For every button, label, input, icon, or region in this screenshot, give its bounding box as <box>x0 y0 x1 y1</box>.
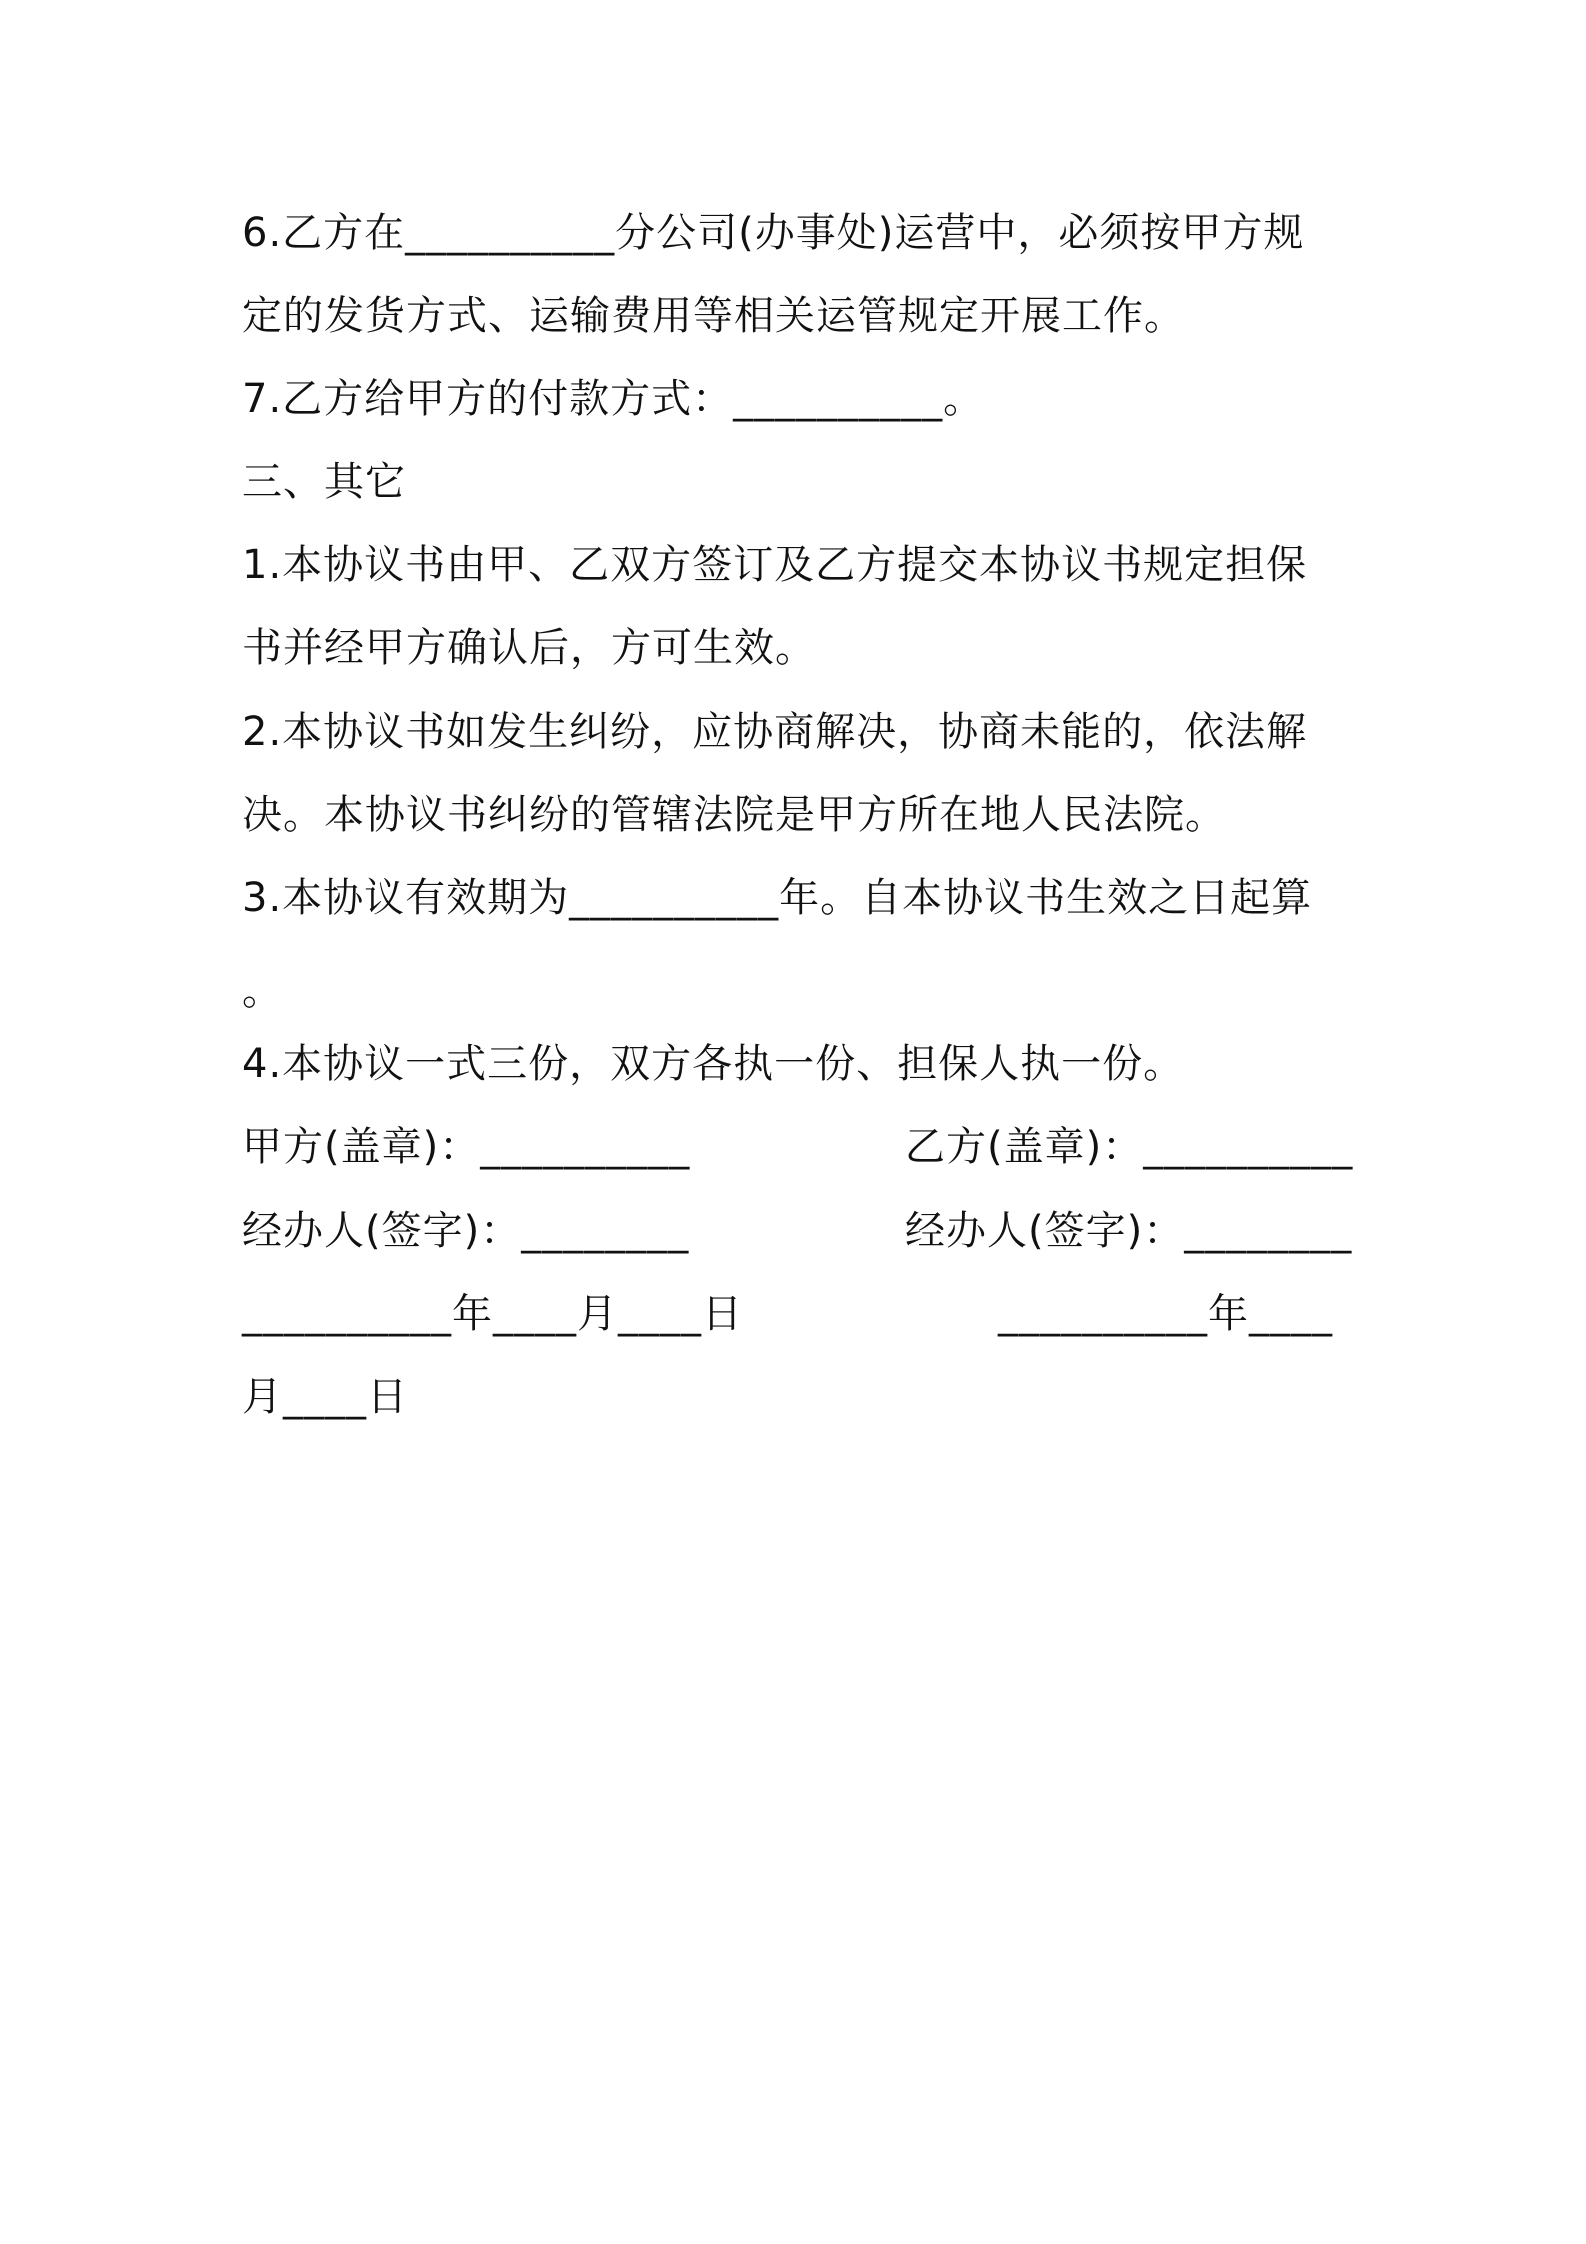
party-b-agent-signature: 经办人(签字)：________ <box>905 1208 1353 1254</box>
section-heading-other: 三、其它 <box>242 459 406 505</box>
clause-7: 7.乙方给甲方的付款方式：__________。 <box>242 376 985 422</box>
other-clause-1-line-2: 书并经甲方确认后，方可生效。 <box>242 625 816 671</box>
other-clause-1-line-1: 1.本协议书由甲、乙双方签订及乙方提交本协议书规定担保 <box>242 542 1308 588</box>
party-b-date-part-2: 月____日 <box>242 1374 408 1420</box>
party-a-date: __________年____月____日 <box>242 1291 743 1337</box>
other-clause-2-line-1: 2.本协议书如发生纠纷，应协商解决，协商未能的，依法解 <box>242 709 1308 755</box>
party-b-seal: 乙方(盖章)：__________ <box>905 1124 1354 1170</box>
other-clause-2-line-2: 决。本协议书纠纷的管辖法院是甲方所在地人民法院。 <box>242 792 1226 838</box>
clause-6-line-2: 定的发货方式、运输费用等相关运管规定开展工作。 <box>242 293 1185 339</box>
other-clause-3-line-1: 3.本协议有效期为__________年。自本协议书生效之日起算 <box>242 875 1313 921</box>
party-b-date-part-1: __________年____ <box>998 1291 1333 1337</box>
other-clause-3-line-2: 。 <box>242 968 283 1014</box>
party-a-seal: 甲方(盖章)：__________ <box>242 1124 691 1170</box>
party-a-agent-signature: 经办人(签字)：________ <box>242 1208 690 1254</box>
clause-6-line-1: 6.乙方在__________分公司(办事处)运营中，必须按甲方规 <box>242 210 1305 256</box>
other-clause-4: 4.本协议一式三份，双方各执一份、担保人执一份。 <box>242 1041 1185 1087</box>
